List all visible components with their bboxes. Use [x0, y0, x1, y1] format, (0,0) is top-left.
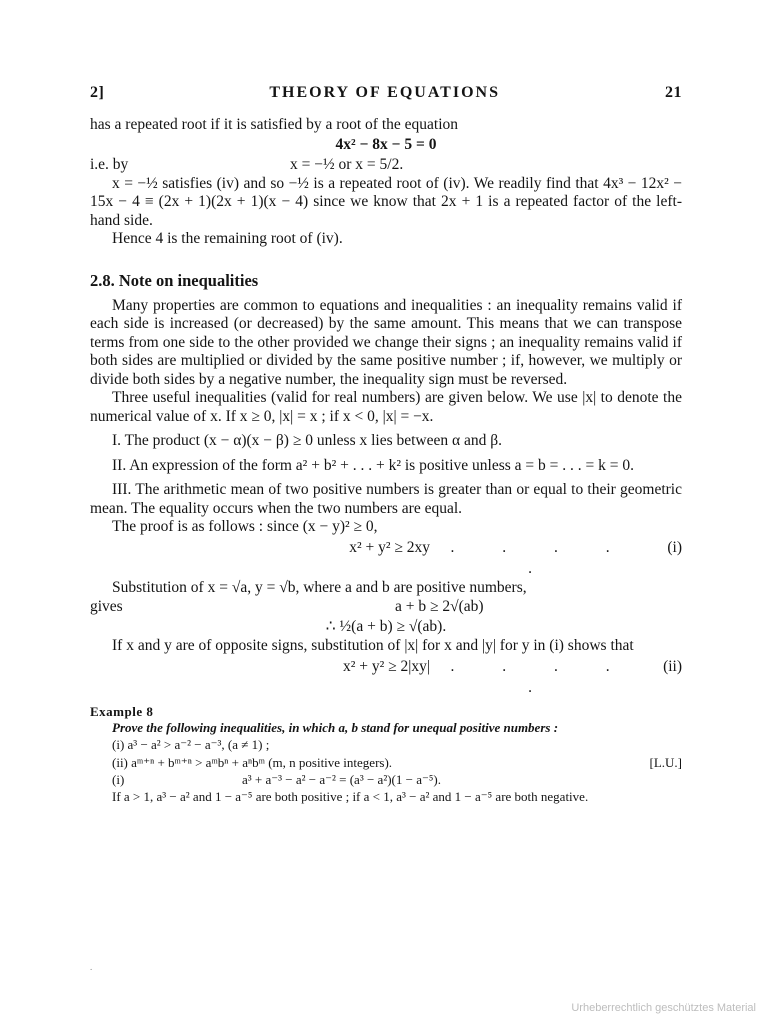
equation-i-leader: . . . . . [450, 538, 632, 577]
example-heading: Example 8 [90, 703, 154, 719]
gives-row [90, 597, 682, 617]
opposite-signs-paragraph: If x and y are of opposite signs, substitution of |x| for x and |y| for y in (i) shows that [112, 637, 634, 654]
example-statement: Prove the following inequalities, in which a, b stand for unequal positive numbers : [112, 719, 559, 735]
section-heading: 2.8. Note on inequalities [90, 270, 259, 290]
book-page [90, 84, 682, 806]
solution-row [90, 771, 682, 789]
equation-ii-number: (ii) [663, 657, 682, 675]
gives-expression: a + b ≥ 2√(ab) [395, 598, 484, 615]
equation-ii-expression: x² + y² ≥ 2|xy| [343, 657, 430, 675]
equation-ii [90, 656, 682, 698]
inequality-one: I. The product (x − α)(x − β) ≥ 0 unless x lies between α and β. [112, 432, 503, 449]
display-equation: 4x² − 8x − 5 = 0 [335, 135, 437, 153]
source-citation: [L.U.] [649, 754, 682, 770]
solution-expression: a³ + a⁻³ − a² − a⁻² = (a³ − a²)(1 − a⁻⁵). [242, 772, 441, 787]
useful-inequalities-paragraph: Three useful inequalities (valid for real numbers) are given below. We use |x| to denote the numerical value of x. If x ≥ 0, |x| = x ; if x < 0, |x| = −x. [90, 389, 682, 425]
ie-expression: x = −½ or x = 5/2. [290, 155, 404, 173]
part-one-text: (i) a³ − a² > a⁻² − a⁻³, (a ≠ 1) ; [112, 737, 270, 752]
remaining-root-line: Hence 4 is the remaining root of (iv). [112, 230, 343, 247]
gives-label: gives [90, 598, 123, 615]
repeated-root-paragraph: x = −½ satisfies (iv) and so −½ is a repeated root of (iv). We readily find that 4x³ − 12x² − 15x − 4 ≡ (2x + 1)(2x + 1)(x − 4) since we know that 2x + 1 is a repeated factor of the left-hand side. [90, 174, 682, 229]
equation-i-number: (i) [667, 538, 682, 556]
running-header [90, 84, 682, 102]
equation-ii-leader: . . . . . [450, 657, 632, 696]
proof-line: The proof is as follows : since (x − y)² ≥ 0, [112, 518, 378, 535]
equation-i [90, 537, 682, 579]
chapter-number: 2] [90, 84, 105, 101]
stray-mark: . [90, 962, 93, 972]
equation-i-expression: x² + y² ≥ 2xy [349, 538, 430, 556]
example-part-one [90, 736, 682, 754]
therefore-equation: ∴ ½(a + b) ≥ √(ab). [325, 618, 447, 635]
inequality-two: II. An expression of the form a² + b² + . . . + k² is positive unless a = b = . . . = k = 0. [112, 456, 634, 474]
running-title: THEORY OF EQUATIONS [269, 84, 500, 101]
copyright-watermark: Urheberrechtlich geschütztes Material [571, 1002, 756, 1014]
intro-line: has a repeated root if it is satisfied by a root of the equation [90, 116, 459, 133]
solution-label: (i) [112, 772, 125, 787]
inequalities-paragraph: Many properties are common to equations and inequalities : an inequality remains valid if each side is increased (or decreased) by the same amount. This means that we can transpose terms from one side to the other provided we change their signs ; an inequality remains valid if both sides are multiplied or divided by the same positive number ; if, however, we multiply or divide both sides by a negative number, the inequality sign must be reversed. [90, 296, 682, 388]
ie-label: i.e. by [90, 155, 129, 173]
inequality-three: III. The arithmetic mean of two positive numbers is greater than or equal to their geometric mean. The equality occurs when the two numbers are equal. [90, 481, 682, 517]
part-two-text: (ii) aᵐ⁺ⁿ + bᵐ⁺ⁿ > aᵐbⁿ + aⁿbᵐ (m, n positive integers). [112, 754, 393, 770]
substitution-line: Substitution of x = √a, y = √b, where a and b are positive numbers, [112, 578, 527, 596]
page-number: 21 [664, 84, 682, 101]
ie-row [90, 155, 682, 175]
solution-text: If a > 1, a³ − a² and 1 − a⁻⁵ are both positive ; if a < 1, a³ − a² and 1 − a⁻⁵ are both negative. [112, 789, 589, 804]
example-part-two [90, 754, 682, 772]
